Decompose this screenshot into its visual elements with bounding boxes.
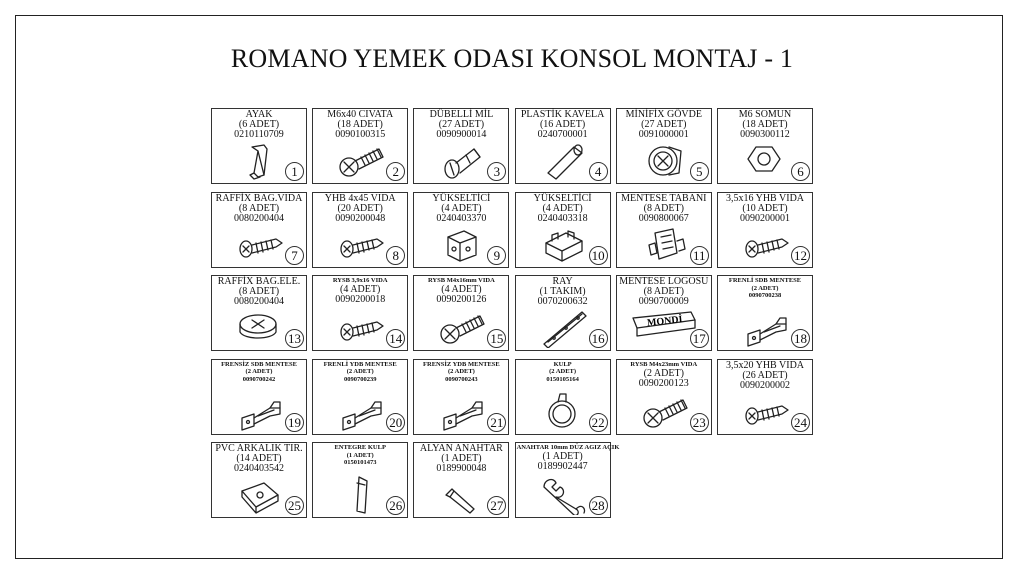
bolt-icon xyxy=(639,390,691,432)
part-quantity: (14 ADET) xyxy=(236,453,282,465)
part-number-badge: 18 xyxy=(791,329,810,348)
part-code: 0090700243 xyxy=(445,375,478,383)
part-label xyxy=(618,361,710,389)
hinge-icon xyxy=(740,306,792,348)
part-number-badge: 1 xyxy=(285,162,304,181)
part-code: 0150101473 xyxy=(343,459,377,467)
part-cell-10 xyxy=(515,192,611,268)
part-name: RYSB M4x16mm VIDA xyxy=(427,277,495,285)
part-quantity: (8 ADET) xyxy=(238,202,280,214)
part-quantity: (27 ADET) xyxy=(438,119,485,130)
part-cell-11 xyxy=(616,192,712,268)
part-code: 0090800067 xyxy=(638,212,689,224)
part-label xyxy=(719,361,811,391)
part-name: DÜBELLİ MİL xyxy=(429,109,494,120)
part-name: ENTEGRE KULP xyxy=(334,444,386,452)
part-name: YHB 4x45 VIDA xyxy=(324,192,396,204)
part-quantity: (4 ADET) xyxy=(441,284,482,296)
part-number-badge: 24 xyxy=(791,413,810,432)
part-code: 0090700238 xyxy=(748,292,782,300)
part-cell-2 xyxy=(312,108,408,184)
part-cell-27 xyxy=(413,442,509,518)
part-code: 0189900048 xyxy=(436,463,487,475)
part-name: KULP xyxy=(553,360,572,368)
part-name: MENTESE TABANI xyxy=(621,192,707,204)
part-quantity: (8 ADET) xyxy=(238,286,280,298)
part-quantity: (1 TAKIM) xyxy=(539,286,586,298)
part-quantity: (1 ADET) xyxy=(542,451,583,463)
part-code: 0240403370 xyxy=(436,212,487,224)
screw-icon xyxy=(740,223,792,265)
part-code: 0090700242 xyxy=(242,375,276,383)
part-quantity: (18 ADET) xyxy=(337,119,383,130)
part-name: RAFFİX BAG.VIDA xyxy=(215,192,303,204)
part-label xyxy=(213,194,305,224)
part-label xyxy=(314,444,406,467)
logo-text: MONDİ xyxy=(646,314,683,330)
part-label xyxy=(314,194,406,224)
part-code: 0090100315 xyxy=(335,129,386,140)
part-cell-21 xyxy=(413,359,509,435)
part-code: 0240403318 xyxy=(537,212,588,224)
part-code: 0080200404 xyxy=(234,212,284,224)
raffix-connector-icon xyxy=(234,306,286,348)
part-number-badge: 9 xyxy=(487,246,506,265)
screw-icon xyxy=(335,223,387,265)
part-cell-22 xyxy=(515,359,611,435)
part-cell-23 xyxy=(616,359,712,435)
part-cell-19 xyxy=(211,359,307,435)
part-quantity: (16 ADET) xyxy=(539,119,586,130)
part-number-badge: 25 xyxy=(285,496,304,515)
part-number-badge: 11 xyxy=(690,246,709,265)
part-quantity: (27 ADET) xyxy=(641,119,687,130)
plastic-dowel-icon xyxy=(538,139,590,181)
part-cell-15 xyxy=(413,275,509,351)
part-cell-14 xyxy=(312,275,408,351)
part-label xyxy=(314,110,406,140)
rail-icon xyxy=(538,306,590,348)
part-label xyxy=(517,110,609,140)
nut-icon xyxy=(740,139,792,181)
part-number-badge: 26 xyxy=(386,496,405,515)
part-quantity: (4 ADET) xyxy=(340,284,381,296)
part-name: PLASTİK KAVELA xyxy=(520,109,605,120)
part-number-badge: 12 xyxy=(791,246,810,265)
part-number-badge: 10 xyxy=(589,246,608,265)
part-quantity: (4 ADET) xyxy=(542,202,583,214)
part-quantity: (2 ADET) xyxy=(751,284,779,292)
part-name: M6 SOMUN xyxy=(738,109,792,120)
part-number-badge: 15 xyxy=(487,329,506,348)
part-cell-4 xyxy=(515,108,611,184)
part-name: RAFFİX BAG.ELE. xyxy=(217,276,301,288)
part-name: YÜKSELTİCİ xyxy=(533,192,592,204)
part-cell-28 xyxy=(515,442,620,518)
part-name: RYSB M4x23mm VIDA xyxy=(630,360,698,368)
part-number-badge: 21 xyxy=(487,413,506,432)
hinge-icon xyxy=(335,390,387,432)
riser-block-icon xyxy=(436,223,488,265)
part-code: 0090700009 xyxy=(638,296,689,308)
part-cell-17 xyxy=(616,275,712,351)
part-label xyxy=(719,194,811,224)
part-label xyxy=(516,444,620,473)
part-name: FRENSİZ SDB MENTESE xyxy=(221,360,297,368)
part-cell-24 xyxy=(717,359,813,435)
part-cell-1 xyxy=(211,108,307,184)
part-label xyxy=(213,277,305,307)
part-number-badge: 13 xyxy=(285,329,304,348)
bolt-icon xyxy=(436,306,488,348)
part-label xyxy=(517,361,609,384)
part-label xyxy=(415,361,507,384)
part-name: RYSB 3,9x16 VIDA xyxy=(332,277,388,285)
wrench-icon xyxy=(538,473,590,515)
allen-key-icon xyxy=(436,473,488,515)
part-label xyxy=(213,361,305,384)
part-quantity: (1 ADET) xyxy=(441,453,482,465)
part-label xyxy=(415,194,507,224)
page-title: ROMANO YEMEK ODASI KONSOL MONTAJ - 1 xyxy=(230,44,794,73)
part-quantity: (26 ADET) xyxy=(742,369,788,381)
part-number-badge: 27 xyxy=(487,496,506,515)
part-code: 0070200632 xyxy=(537,296,588,308)
hinge-icon xyxy=(436,390,488,432)
part-code: 0090200002 xyxy=(740,379,790,391)
part-code: 0210110709 xyxy=(234,129,284,140)
minifix-cam-icon xyxy=(639,139,691,181)
part-name: M6x40 CIVATA xyxy=(327,109,394,120)
part-quantity: (2 ADET) xyxy=(447,368,475,376)
part-name: YÜKSELTİCİ xyxy=(432,192,491,204)
part-code: 0090900014 xyxy=(436,129,487,140)
hinge-icon xyxy=(234,390,286,432)
part-label xyxy=(314,361,406,384)
part-number-badge: 16 xyxy=(589,329,608,348)
part-cell-8 xyxy=(312,192,408,268)
part-code: 0090200018 xyxy=(335,294,386,306)
part-cell-3 xyxy=(413,108,509,184)
part-code: 0091000001 xyxy=(638,129,689,140)
part-cell-26 xyxy=(312,442,408,518)
screw-icon xyxy=(234,223,286,265)
part-cell-13 xyxy=(211,275,307,351)
part-label xyxy=(213,444,305,474)
part-name: RAY xyxy=(552,276,573,288)
part-cell-16 xyxy=(515,275,611,351)
back-panel-clip-icon xyxy=(234,473,286,515)
part-cell-25 xyxy=(211,442,307,518)
part-quantity: (2 ADET) xyxy=(245,368,273,376)
part-number-badge: 14 xyxy=(386,329,405,348)
part-name: FRENSİZ YDB MENTESE xyxy=(423,360,500,368)
part-number-badge: 28 xyxy=(589,496,608,515)
part-number-badge: 3 xyxy=(487,162,506,181)
part-name: 3,5x20 YHB VIDA xyxy=(725,359,805,371)
part-label xyxy=(618,110,710,140)
part-label xyxy=(719,110,811,140)
part-quantity: (2 ADET) xyxy=(346,368,374,376)
dowel-pin-icon xyxy=(436,139,488,181)
part-name: FRENLİ YDB MENTESE xyxy=(323,360,397,368)
part-cell-5 xyxy=(616,108,712,184)
part-number-badge: 8 xyxy=(386,246,405,265)
part-cell-18 xyxy=(717,275,813,351)
part-quantity: (4 ADET) xyxy=(441,202,482,214)
part-code: 0090700239 xyxy=(343,375,377,383)
screw-icon xyxy=(740,390,792,432)
part-name: MİNİFİX GÖVDE xyxy=(625,109,702,120)
part-name: ALYAN ANAHTAR xyxy=(419,443,503,455)
part-name: PVC ARKALIK TIR. xyxy=(215,443,303,455)
part-quantity: (8 ADET) xyxy=(643,286,684,298)
part-number-badge: 19 xyxy=(285,413,304,432)
part-name: MENTESE LOGOSU xyxy=(619,276,709,288)
part-name: AYAK xyxy=(245,109,273,120)
part-number-badge: 22 xyxy=(589,413,608,432)
part-number-badge: 20 xyxy=(386,413,405,432)
ring-handle-icon xyxy=(538,390,590,432)
part-quantity: (20 ADET) xyxy=(337,202,383,214)
part-number-badge: 23 xyxy=(690,413,709,432)
part-cell-20 xyxy=(312,359,408,435)
part-label xyxy=(415,110,507,140)
part-label xyxy=(415,444,507,474)
part-code: 0080200404 xyxy=(234,296,284,308)
part-number-badge: 6 xyxy=(791,162,810,181)
part-number-badge: 17 xyxy=(690,329,709,348)
part-code: 0240700001 xyxy=(537,129,588,140)
screw-icon xyxy=(335,306,387,348)
part-code: 0090200001 xyxy=(740,212,790,224)
part-code: 0090200123 xyxy=(638,377,689,389)
part-label xyxy=(517,194,609,224)
riser-clip-icon xyxy=(538,223,590,265)
part-number-badge: 2 xyxy=(386,162,405,181)
part-quantity: (8 ADET) xyxy=(643,202,684,214)
part-label xyxy=(719,277,811,300)
part-quantity: (10 ADET) xyxy=(742,202,788,214)
part-code: 0189902447 xyxy=(537,461,588,473)
part-code: 0090300112 xyxy=(740,129,790,140)
part-quantity: (18 ADET) xyxy=(742,119,788,130)
part-label xyxy=(517,277,609,307)
part-label xyxy=(415,277,507,305)
part-quantity: (2 ADET) xyxy=(549,368,577,376)
part-code: 0240403542 xyxy=(234,463,284,475)
part-number-badge: 4 xyxy=(589,162,608,181)
part-label xyxy=(314,277,406,305)
part-name: FRENLİ SDB MENTESE xyxy=(728,277,802,285)
part-cell-6 xyxy=(717,108,813,184)
leg-icon xyxy=(234,139,286,181)
part-name: 3,5x16 YHB VIDA xyxy=(725,192,805,204)
part-number-badge: 5 xyxy=(690,162,709,181)
part-cell-7 xyxy=(211,192,307,268)
part-label xyxy=(618,277,710,307)
part-label xyxy=(213,110,305,140)
part-cell-12 xyxy=(717,192,813,268)
part-quantity: (2 ADET) xyxy=(643,367,684,379)
part-code: 0150105164 xyxy=(546,375,579,383)
part-label xyxy=(618,194,710,224)
part-code: 0090200126 xyxy=(436,294,487,306)
part-quantity: (1 ADET) xyxy=(346,451,374,459)
bolt-icon xyxy=(335,139,387,181)
hinge-logo-icon xyxy=(639,306,691,348)
part-name: ANAHTAR 10mm DÜZ AGIZ AÇIK xyxy=(516,444,620,452)
hinge-base-icon xyxy=(639,223,691,265)
part-quantity: (6 ADET) xyxy=(238,119,280,130)
part-code: 0090200048 xyxy=(335,212,386,224)
part-cell-9 xyxy=(413,192,509,268)
part-number-badge: 7 xyxy=(285,246,304,265)
integrated-handle-icon xyxy=(335,473,387,515)
